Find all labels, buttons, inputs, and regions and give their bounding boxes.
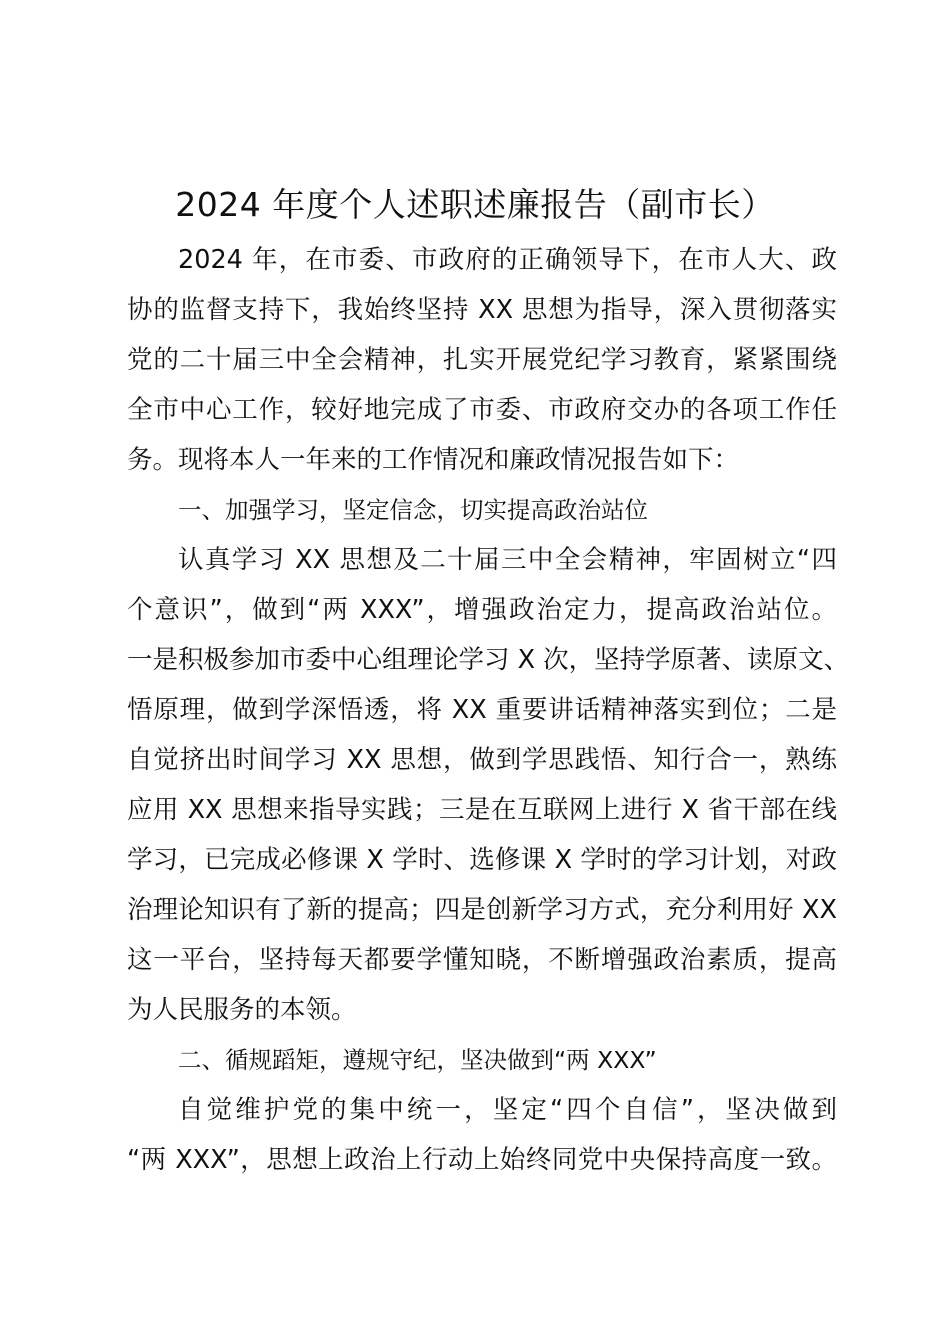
section-heading: 一、加强学习，坚定信念，切实提高政治站位 [178,496,648,524]
paragraph-line: 个意识”，做到“两 XXX”，增强政治定力，提高政治站位。 [127,595,837,625]
paragraph-line: 务。现将本人一年来的工作情况和廉政情况报告如下： [127,445,740,475]
paragraph-line: 一是积极参加市委中心组理论学习 X 次，坚持学原著、读原文、 [127,645,850,675]
paragraph-line: 应用 XX 思想来指导实践；三是在互联网上进行 X 省干部在线 [127,795,837,825]
paragraph-line: 悟原理，做到学深悟透，将 XX 重要讲话精神落实到位；二是 [127,695,837,725]
paragraph-line: 协的监督支持下，我始终坚持 XX 思想为指导，深入贯彻落实 [127,295,837,325]
document-body [127,235,850,1185]
paragraph-line: 党的二十届三中全会精神，扎实开展党纪学习教育，紧紧围绕 [127,345,837,375]
paragraph-line: 自觉挤出时间学习 XX 思想，做到学思践悟、知行合一，熟练 [127,745,837,775]
document-title: 2024 年度个人述职述廉报告（副市长） [175,185,775,224]
paragraph-line: 认真学习 XX 思想及二十届三中全会精神，牢固树立“四 [178,545,837,575]
paragraph-line: 全市中心工作，较好地完成了市委、市政府交办的各项工作任 [127,395,837,425]
paragraph-line: 学习，已完成必修课 X 学时、选修课 X 学时的学习计划，对政 [127,845,837,875]
paragraph-line: 为人民服务的本领。 [127,995,357,1025]
paragraph-line: 这一平台，坚持每天都要学懂知晓，不断增强政治素质，提高 [127,945,837,975]
paragraph-line: “两 XXX”，思想上政治上行动上始终同党中央保持高度一致。 [127,1145,837,1175]
section-heading: 二、循规蹈矩，遵规守纪，坚决做到“两 XXX” [178,1046,657,1074]
paragraph-line: 自觉维护党的集中统一，坚定“四个自信”，坚决做到 [178,1095,837,1125]
paragraph-line: 治理论知识有了新的提高；四是创新学习方式，充分利用好 XX [127,895,837,925]
paragraph-line: 2024 年，在市委、市政府的正确领导下，在市人大、政 [178,245,837,275]
